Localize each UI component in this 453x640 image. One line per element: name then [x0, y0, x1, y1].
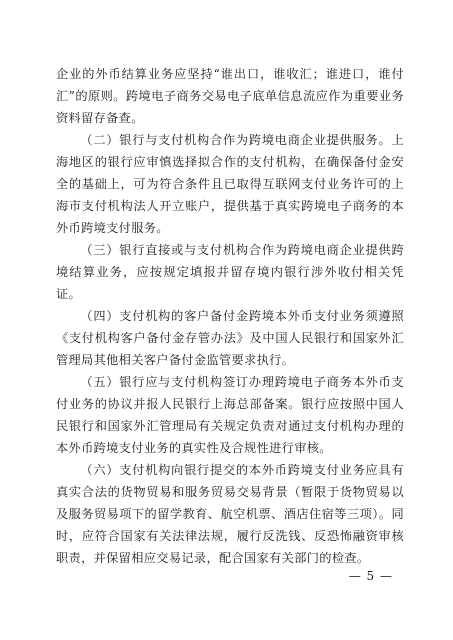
paragraph-item-3: （三）银行直接或与支付机构合作为跨境电商企业提供跨境结算业务，应按规定填报并留存境内银行涉外收付相关凭证。 — [56, 243, 404, 301]
page-number: — 5 — — [348, 569, 393, 583]
paragraph-item-5: （五）银行应与支付机构签订办理跨境电子商务本外币支付业务的协议并报人民银行上海总部备案。银行应按照中国人民银行和国家外汇管理局有关规定负责对通过支付机构办理的本外币跨境支付业务的真实性及合规性进行审核。 — [56, 375, 404, 455]
body-text — [56, 63, 404, 569]
paragraph-item-2: （二）银行与支付机构合作为跨境电商企业提供服务。上海地区的银行应审慎选择拟合作的支付机构，在确保备付金安全的基础上，可为符合条件且已取得互联网支付业务许可的上海市支付机构法人开立账户，提供基于真实跨境电子商务的本外币跨境支付服务。 — [56, 133, 404, 235]
paragraph-continued: 企业的外币结算业务应坚持“谁出口，谁收汇；谁进口，谁付汇”的原则。跨境电子商务交易电子底单信息流应作为重要业务资料留存备查。 — [56, 67, 404, 125]
paragraph-item-6: （六）支付机构向银行提交的本外币跨境支付业务应具有真实合法的货物贸易和服务贸易交易背景（暂限于货物贸易以及服务贸易项下的留学教育、航空机票、酒店住宿等三项）。同时，应符合国家有关法律法规，履行反洗钱、反恐怖融资审核职责，并保留相应交易记录，配合国家有关部门的检查。 — [56, 463, 404, 565]
paragraph-item-4: （四）支付机构的客户备付金跨境本外币支付业务须遵照《支付机构客户备付金存管办法》及中国人民银行和国家外汇管理局其他相关客户备付金监管要求执行。 — [56, 309, 404, 367]
